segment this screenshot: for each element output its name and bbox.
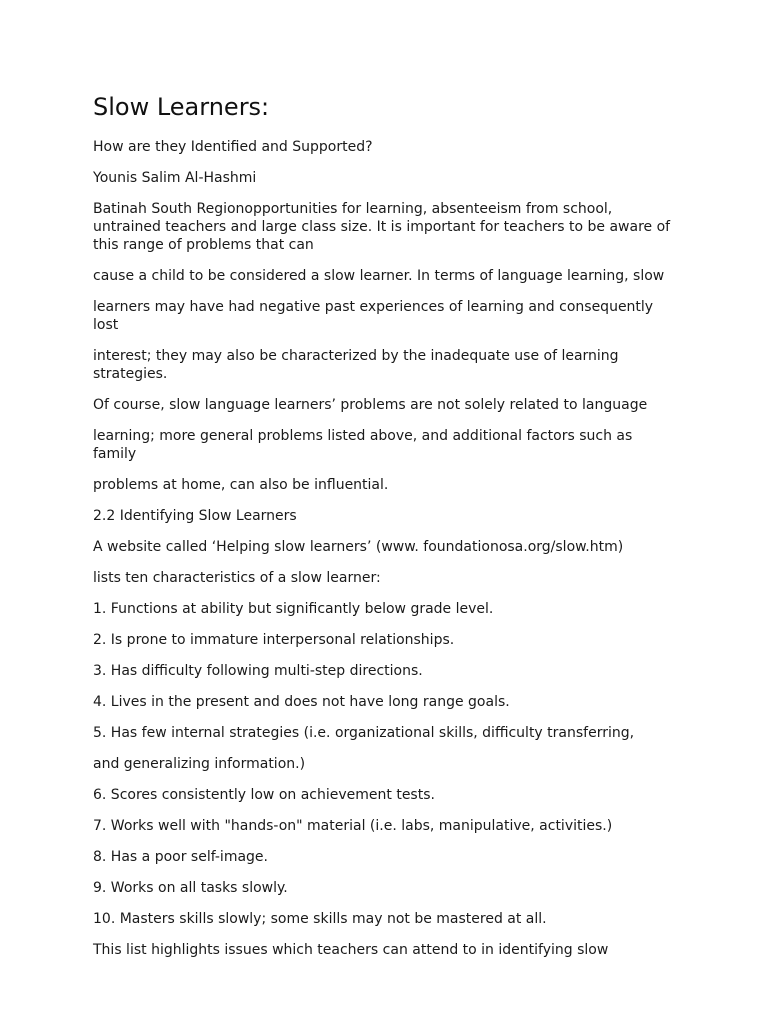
body-paragraph: A website called ‘Helping slow learners’ (www. foundationosa.org/slow.htm) (93, 539, 624, 555)
list-item: 5. Has few internal strategies (i.e. organizational skills, difficulty transferring, (93, 725, 635, 741)
list-item: 10. Masters skills slowly; some skills may not be mastered at all. (93, 911, 547, 927)
author: Younis Salim Al-Hashmi (93, 170, 257, 186)
body-paragraph: Of course, slow language learners’ problems are not solely related to language (93, 397, 648, 413)
body-paragraph: cause a child to be considered a slow learner. In terms of language learning, slow (93, 268, 665, 284)
body-paragraph: learners may have had negative past experiences of learning and consequently lost (93, 299, 654, 333)
subtitle: How are they Identified and Supported? (93, 139, 373, 155)
section-heading: 2.2 Identifying Slow Learners (93, 508, 297, 524)
body-paragraph: lists ten characteristics of a slow learner: (93, 570, 381, 586)
document-title: Slow Learners: (93, 93, 270, 121)
list-item: 8. Has a poor self-image. (93, 849, 268, 865)
list-item: 1. Functions at ability but significantly below grade level. (93, 601, 494, 617)
body-paragraph: interest; they may also be characterized by the inadequate use of learning strategies. (93, 348, 619, 382)
body-paragraph: learning; more general problems listed above, and additional factors such as family (93, 428, 633, 462)
list-item: 6. Scores consistently low on achievement tests. (93, 787, 435, 803)
list-item: 4. Lives in the present and does not have long range goals. (93, 694, 510, 710)
list-item: 2. Is prone to immature interpersonal relationships. (93, 632, 455, 648)
list-item: 9. Works on all tasks slowly. (93, 880, 288, 896)
body-paragraph: problems at home, can also be influential. (93, 477, 389, 493)
body-paragraph: Batinah South Regionopportunities for learning, absenteeism from school, untrained teachers and large class size. It is important for teachers to be aware of this range of problems that can (93, 201, 671, 253)
list-item: 3. Has difficulty following multi-step directions. (93, 663, 423, 679)
body-paragraph: This list highlights issues which teachers can attend to in identifying slow (93, 942, 609, 958)
list-item-continuation: and generalizing information.) (93, 756, 306, 772)
list-item: 7. Works well with "hands-on" material (i.e. labs, manipulative, activities.) (93, 818, 613, 834)
